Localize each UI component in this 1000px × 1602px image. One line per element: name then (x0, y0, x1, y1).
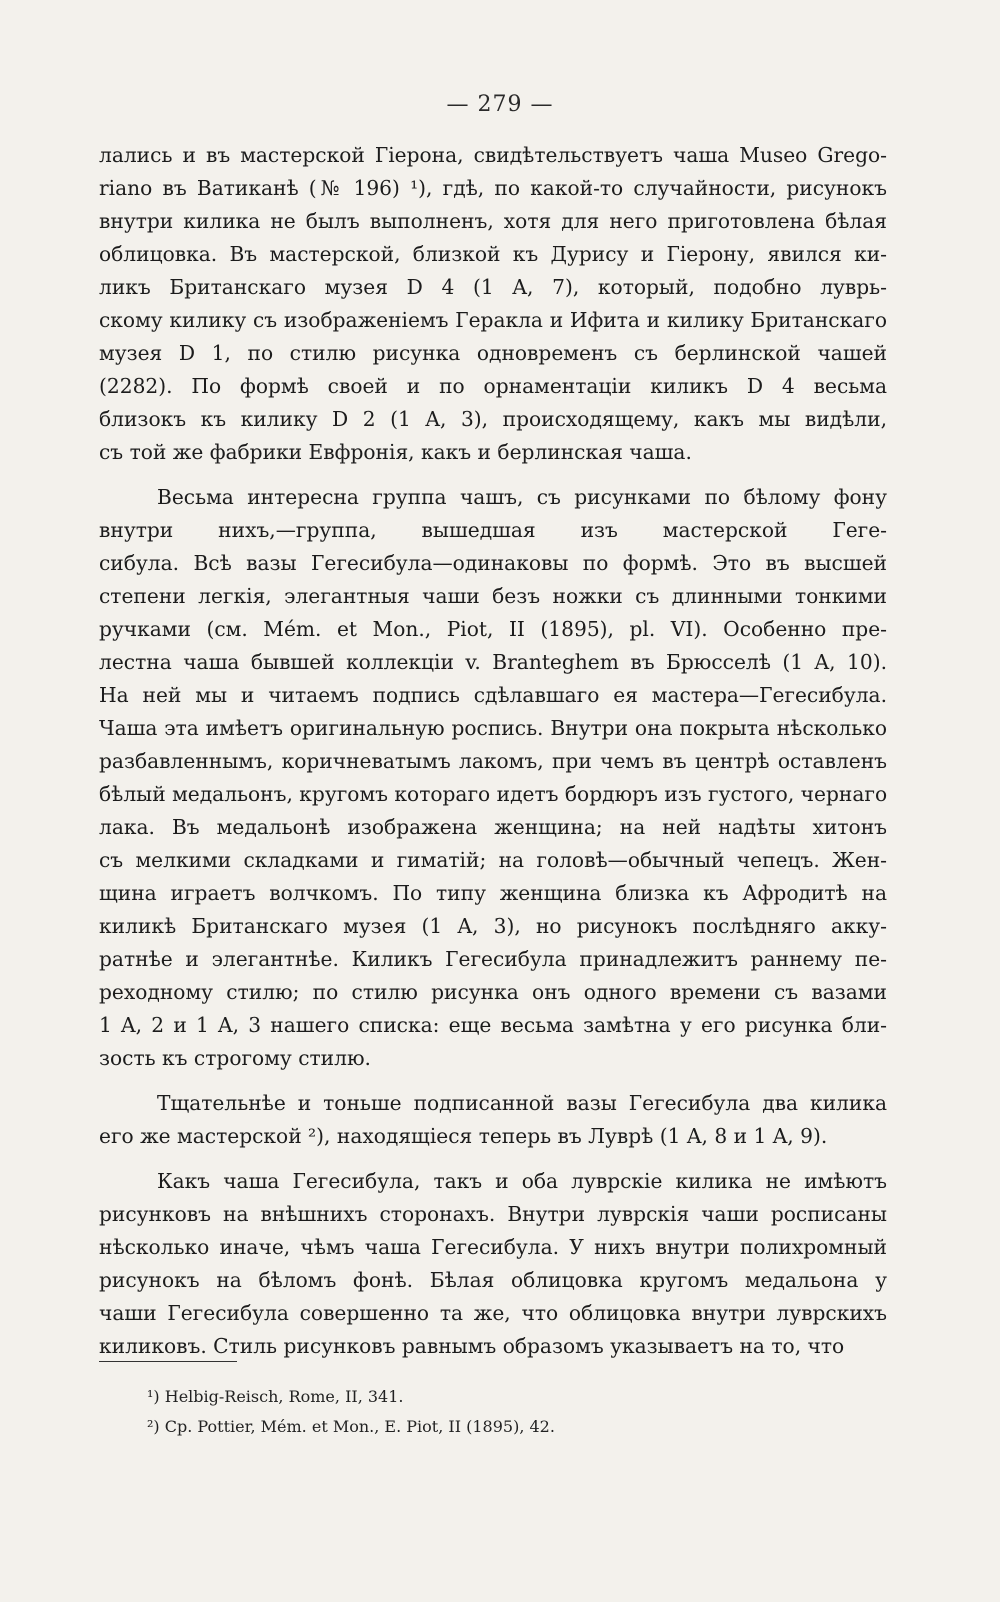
paragraph-1 (99, 139, 887, 469)
text-line: riano въ Ватиканѣ (№ 196) ¹), гдѣ, по какой-то случайности, рисунокъ (99, 176, 887, 200)
text-line: киликовъ. Стиль рисунковъ равнымъ образомъ указываетъ на то, что (99, 1334, 845, 1358)
text-line: музея D 1, по стилю рисунка одновременъ съ берлинской чашей (99, 341, 887, 365)
text-line: его же мастерской ²), находящіеся теперь въ Луврѣ (1 A, 8 и 1 A, 9). (99, 1124, 828, 1148)
paragraph-gap (99, 469, 887, 481)
text-line: (2282). По формѣ своей и по орнаментаціи киликъ D 4 весьма (99, 374, 887, 398)
text-line: щина играетъ волчкомъ. По типу женщина близка къ Афродитѣ на (99, 881, 887, 905)
footnotes (147, 1382, 847, 1442)
text-line: 1 A, 2 и 1 A, 3 нашего списка: еще весьма замѣтна у его рисунка бли- (99, 1013, 887, 1037)
text-line: ручками (см. Mém. et Mon., Piot, II (1895), pl. VI). Особенно пре- (99, 617, 887, 641)
text-line: Чаша эта имѣетъ оригинальную роспись. Внутри она покрыта нѣсколько (99, 716, 887, 740)
text-line: разбавленнымъ, коричневатымъ лакомъ, при чемъ въ центрѣ оставленъ (99, 749, 887, 773)
footnote-1: ¹) Helbig-Reisch, Rome, II, 341. (147, 1387, 404, 1406)
text-line: бѣлый медальонъ, кругомъ котораго идетъ бордюръ изъ густого, чернаго (99, 782, 887, 806)
text-line: Какъ чаша Гегесибула, такъ и оба луврскіе килика не имѣютъ (157, 1169, 887, 1193)
text-line: съ той же фабрики Евфронія, какъ и берлинская чаша. (99, 440, 692, 464)
text-line: степени легкія, элегантныя чаши безъ ножки съ длинными тонкими (99, 584, 887, 608)
text-line: нѣсколько иначе, чѣмъ чаша Гегесибула. У нихъ внутри полихромный (99, 1235, 887, 1259)
text-line: киликѣ Британскаго музея (1 A, 3), но рисунокъ послѣдняго акку- (99, 914, 887, 938)
text-line: чаши Гегесибула совершенно та же, что облицовка внутри луврскихъ (99, 1301, 887, 1325)
paragraph-2 (99, 481, 887, 1075)
text-line: близокъ къ килику D 2 (1 A, 3), происходящему, какъ мы видѣли, (99, 407, 887, 431)
text-line: внутри килика не былъ выполненъ, хотя для него приготовлена бѣлая (99, 209, 887, 233)
text-line: внутри нихъ,—группа, вышедшая изъ мастерской Геге- (99, 518, 887, 542)
footnote-2: ²) Cp. Pottier, Mém. et Mon., E. Piot, II (1895), 42. (147, 1417, 555, 1436)
paragraph-4 (99, 1165, 887, 1363)
text-line: облицовка. Въ мастерской, близкой къ Дурису и Гіерону, явился ки- (99, 242, 887, 266)
text-line: ратнѣе и элегантнѣе. Киликъ Гегесибула принадлежитъ раннему пе- (99, 947, 887, 971)
body-text (99, 139, 887, 1363)
paragraph-gap (99, 1153, 887, 1165)
paragraph-3 (99, 1087, 887, 1153)
text-line: рисунокъ на бѣломъ фонѣ. Бѣлая облицовка кругомъ медальона у (99, 1268, 887, 1292)
footnote-separator (99, 1361, 237, 1362)
text-line: ликъ Британскаго музея D 4 (1 A, 7), который, подобно луврь- (99, 275, 887, 299)
text-line: лестна чаша бывшей коллекціи v. Branteghem въ Брюсселѣ (1 A, 10). (99, 650, 887, 674)
text-line: реходному стилю; по стилю рисунка онъ одного времени съ вазами (99, 980, 887, 1004)
page-number: — 279 — (446, 92, 554, 117)
text-line: рисунковъ на внѣшнихъ сторонахъ. Внутри луврскія чаши росписаны (99, 1202, 887, 1226)
text-line: зость къ строгому стилю. (99, 1046, 371, 1070)
text-line: Весьма интересна группа чашъ, съ рисунками по бѣлому фону (157, 485, 887, 509)
text-line: На ней мы и читаемъ подпись сдѣлавшаго ея мастера—Гегесибула. (99, 683, 887, 707)
text-line: скому килику съ изображеніемъ Геракла и Ифита и килику Британскаго (99, 308, 887, 332)
text-line: сибула. Всѣ вазы Гегесибула—одинаковы по формѣ. Это въ высшей (99, 551, 887, 575)
paragraph-gap (99, 1075, 887, 1087)
text-line: лака. Въ медальонѣ изображена женщина; на ней надѣты хитонъ (99, 815, 887, 839)
text-line: Тщательнѣе и тоньше подписанной вазы Гегесибула два килика (157, 1091, 887, 1115)
text-line: лались и въ мастерской Гіерона, свидѣтельствуетъ чаша Museo Grego- (99, 143, 887, 167)
text-line: съ мелкими складками и гиматій; на головѣ—обычный чепецъ. Жен- (99, 848, 887, 872)
